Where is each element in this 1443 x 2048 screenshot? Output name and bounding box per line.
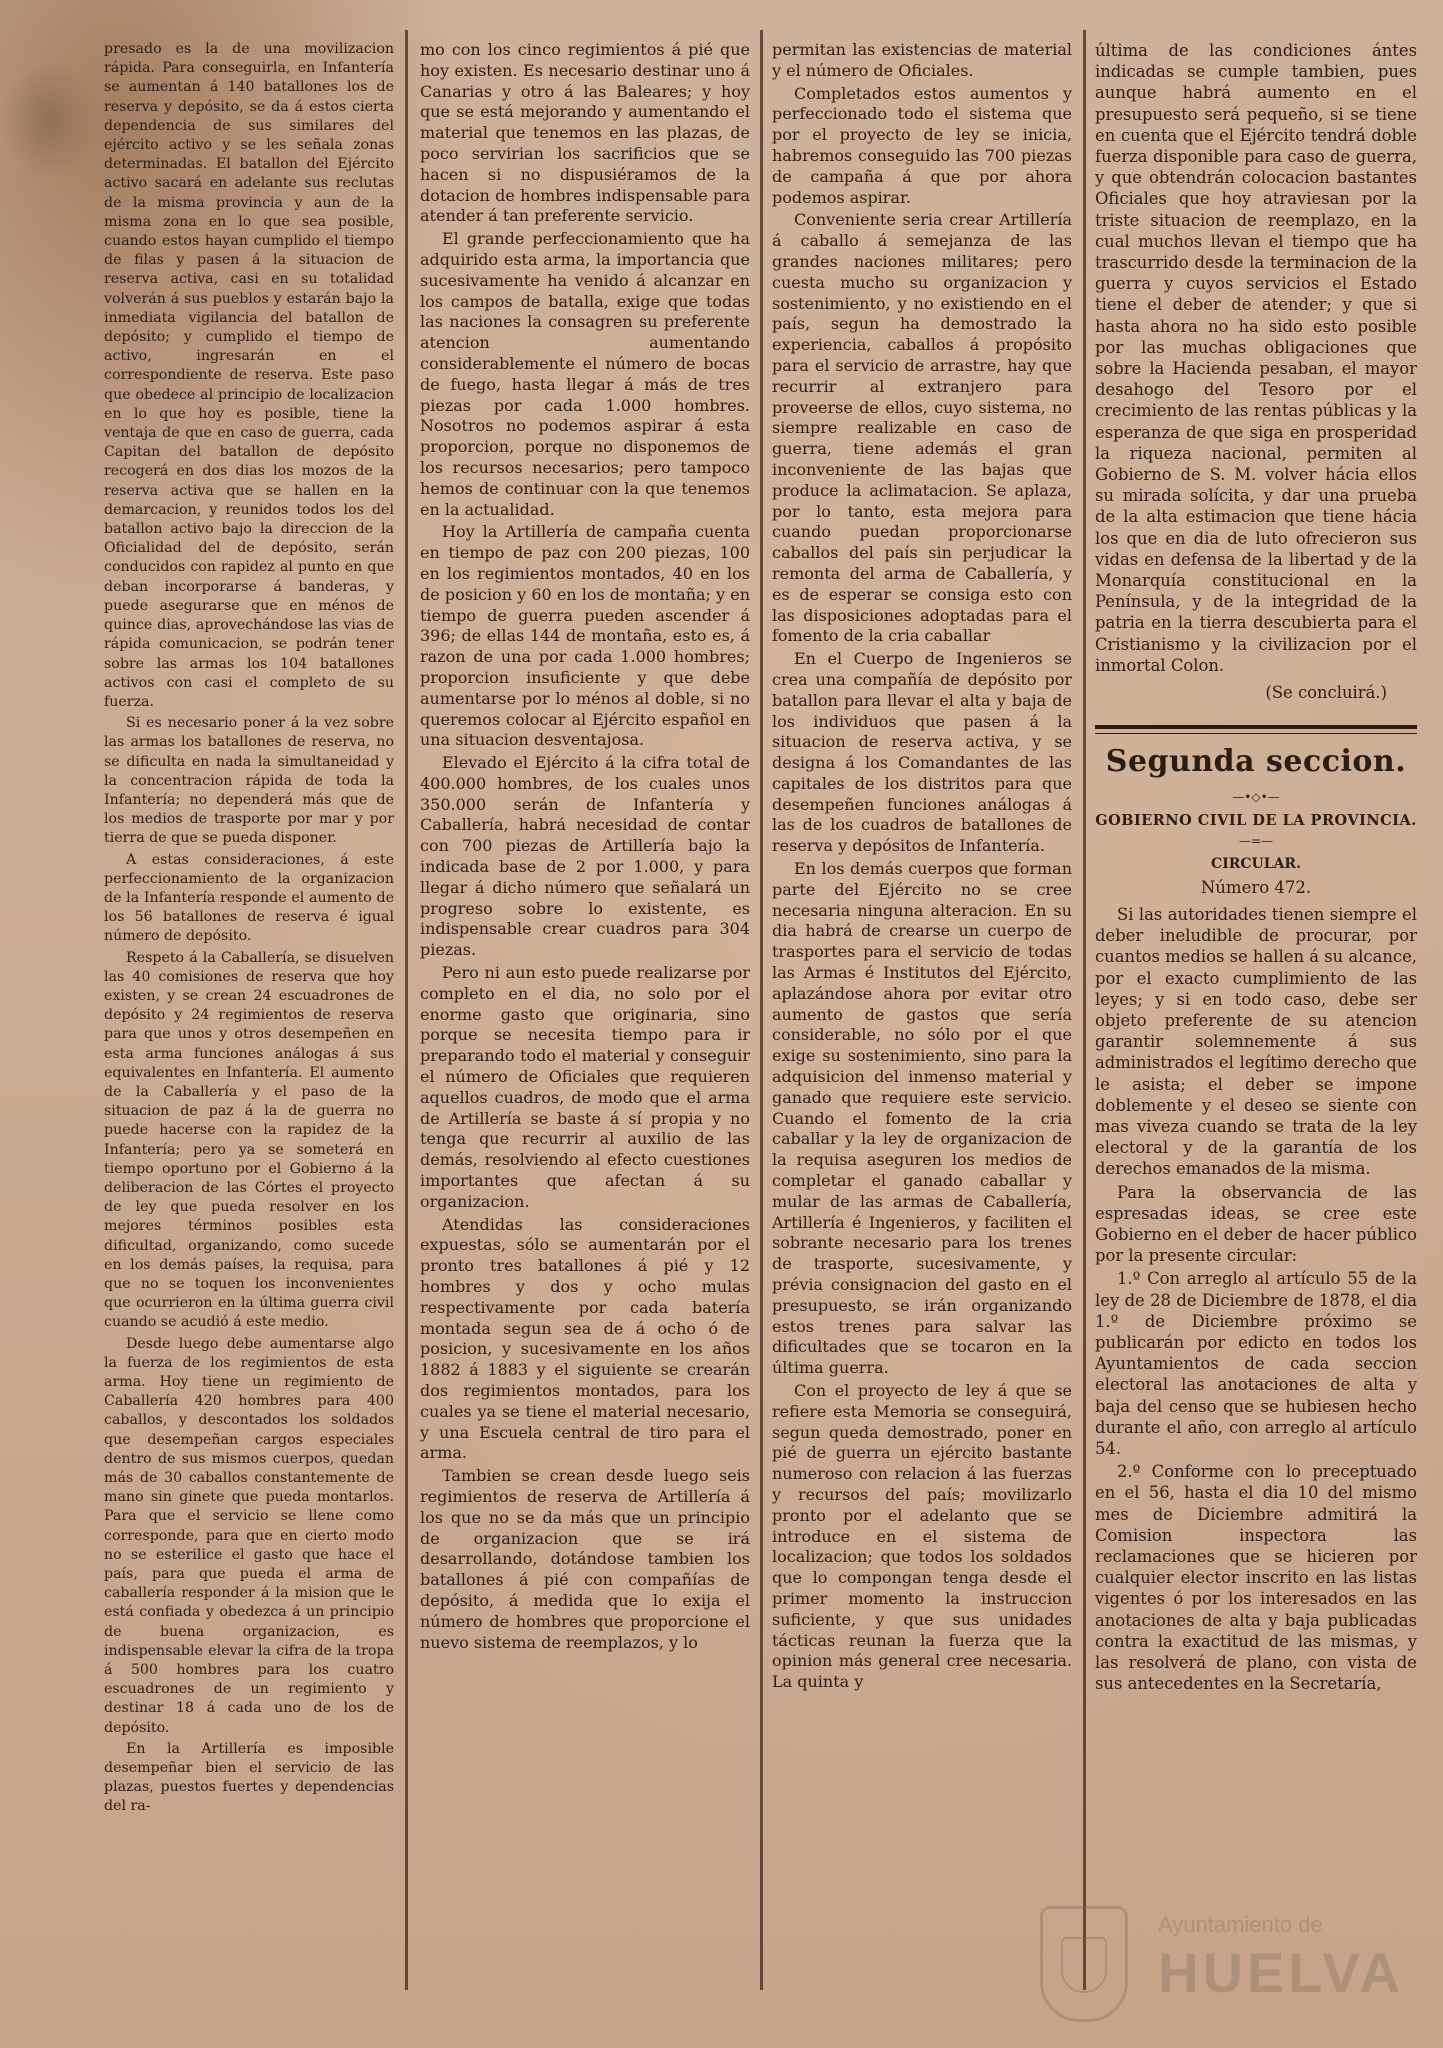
paragraph: En la Artillería es imposible desempeñar bien el servicio de las plazas, puestos fuertes y dependencias del ra- [104, 1740, 394, 1815]
paragraph: Con el proyecto de ley á que se refiere esta Memoria se conseguirá, segun queda demostrado, poner en pié de guerra un ejército bastante numeroso con relacion á las fuerzas y recursos del país; movilizarlo pronto por el adelanto que se introduce en el sistema de localizacion; que todos los soldados que lo compongan tenga desde el primer momento la instruccion suficiente, y que sus unidades tácticas reunan la fuerza que la opinion más general cree necesaria. La quinta y [772, 1381, 1072, 1692]
paragraph: presado es la de una movilizacion rápida. Para conseguirla, en Infantería se aumentan á 140 batallones los de reserva y depósito, se da á estos cierta dependencia de sus similares del ejército activo y se les señala zonas determinadas. El batallon del Ejército activo sacará en adelante sus reclutas de la misma provincia y aun de la misma zona en lo que sea posible, cuando estos hayan cumplido el tiempo de filas y pasen á la situacion de reserva activa, casi en su totalidad volverán á sus pueblos y estarán bajo la inmediata vigilancia del batallon de depósito; y cumplido el tiempo de activo, ingresarán en el correspondiente de reserva. Este paso que obedece al principio de localizacion en lo que hoy es posible, tiene la ventaja de que en caso de guerra, cada Capitan del batallon de depósito recogerá en dos dias los mozos de la reserva activa que se hallen en la demarcacion, y reunidos todos los del batallon activo bajo la direccion de la Oficialidad del de depósito, serán conducidos con rapidez al punto en que deban incorporarse á banderas, y puede asegurarse que en ménos de quince dias, aprovechándose las vias de rápida comunicacion, se podrán tener sobre las armas los 104 batallones activos con casi el completo de su fuerza. [104, 41, 394, 710]
text-column-2 [420, 40, 750, 2040]
authority-heading: GOBIERNO CIVIL DE LA PROVINCIA. [1095, 812, 1417, 830]
paragraph: Completados estos aumentos y perfeccionado todo el sistema que por el proyecto de ley se inicia, habremos conseguido las 700 piezas de campaña á que por ahora podemos aspirar. [772, 83, 1072, 207]
paragraph: Para la observancia de las espresadas ideas, se cree este Gobierno en el deber de hacer público por la presente circular: [1095, 1182, 1417, 1266]
coat-of-arms-icon [1040, 1906, 1128, 2022]
column-rule [405, 30, 408, 1990]
paragraph: Elevado el Ejército á la cifra total de 400.000 hombres, de los cuales unos 350.000 serán de Infantería y Caballería, habrá necesidad de contar con 700 piezas de Artillería bajo la indicada base de 2 por 1.000, y para llegar á dicho número que señalará un progreso sobre lo existente, es indispensable crear cuadros para 304 piezas. [420, 753, 750, 960]
paragraph: Pero ni aun esto puede realizarse por completo en el dia, no solo por el enorme gasto que originaria, sino porque se necesita tiempo para ir preparando todo el material y conseguir el número de Oficiales que requieren aquellos cuadros, de modo que el arma de Artillería se baste á sí propia y no tenga que recurrir al auxilio de las demás, resolviendo al efecto cuestiones importantes que afectan á su organizacion. [420, 963, 750, 1211]
paragraph: Conveniente seria crear Artillería á caballo á semejanza de las grandes naciones militares; pero cuesta mucho su organizacion y sostenimiento, y no existiendo en el país, segun ha demostrado la experiencia, caballos á propósito para el servicio de arrastre, hay que recurrir al extranjero para proveerse de ellos, cuyo sistema, no siempre realizable en caso de guerra, tiene además el gran inconveniente de las bajas que produce la aclimatacion. Se aplaza, por lo tanto, esta mejora para cuando puedan proporcionarse caballos del país sin perjudicar la remonta del arma de Caballería, y es de esperar se consiga esto con las disposiciones adoptadas para el fomento de la cria caballar [772, 210, 1072, 646]
paragraph: El grande perfeccionamiento que ha adquirido esta arma, la importancia que sucesivamente ha venido á alcanzar en los campos de batalla, exige que todas las naciones la consagren su preferente atencion aumentando considerablemente el número de bocas de fuego, hasta llegar á más de tres piezas por cada 1.000 hombres. Nosotros no podemos aspirar á esta proporcion, porque no disponemos de los recursos necesarios; pero tampoco hemos de continuar con la que tenemos en la actualidad. [420, 229, 750, 519]
paragraph: permitan las existencias de material y el número de Oficiales. [772, 40, 1072, 80]
archive-watermark [1040, 1900, 1404, 2030]
watermark-line-1: Ayuntamiento de [1158, 1912, 1323, 1937]
section-rule [1095, 725, 1417, 729]
watermark-line-2: HUELVA [1158, 1941, 1404, 2004]
section-title: Segunda seccion. [1105, 744, 1407, 780]
column-rule [760, 30, 763, 1990]
ornament: —=— [1238, 833, 1274, 848]
paragraph: Tambien se crean desde luego seis regimientos de reserva de Artillería á los que no se da más que un principio de organizacion que se irá desarrollando, dotándose tambien los batallones á pié con compañías de depósito, á medida que lo exija el número de hombres que proporcione el nuevo sistema de reemplazos, y lo [420, 1466, 750, 1652]
paragraph: Si las autoridades tienen siempre el deber ineludible de procurar, por cuantos medios se hallen á su alcance, por el exacto cumplimiento de las leyes; y si en todo caso, debe ser objeto preferente de su atencion garantir solemnemente á sus administrados el legítimo derecho que le asista; el deber se impone doblemente y el deseo se siente con mas viveza cuando se trata de la ley electoral y de la garantía de los derechos emanados de la misma. [1095, 904, 1417, 1179]
paragraph: Respeto á la Caballería, se disuelven las 40 comisiones de reserva que hoy existen, y se crean 24 escuadrones de depósito y 24 regimientos de reserva para que unos y otros desempeñen en esta arma funciones análogas á sus equivalentes en Infantería. El aumento de la Caballería y el paso de la situacion de paz á la de guerra no puede hacerse con la rapidez de la Infantería; pero ya se someterá en tiempo oportuno por el Gobierno á la deliberacion de las Córtes el proyecto de ley que pueda resolver en los mejores términos posibles esta dificultad, organizando, como sucede en los demás países, la requisa, para que no se toquen los inconvenientes que ocurrieron en la última guerra civil cuando se acudió á este medio. [104, 949, 394, 1331]
paper-stain [0, 60, 100, 180]
text-column-1 [104, 40, 394, 2040]
paragraph: mo con los cinco regimientos á pié que hoy existen. Es necesario destinar uno á Canarias y otro á las Baleares; y hoy que se está mejorando y aumentando el material que tenemos en las plazas, de poco servirian los sacrificios que se hacen si no dispusiéramos de la dotacion de hombres indispensable para atender á tan preferente servicio. [420, 40, 750, 226]
paragraph: A estas consideraciones, á este perfeccionamiento de la organizacion de la Infantería responde el aumento de los 56 batallones de reserva é igual número de depósito. [104, 851, 394, 945]
ornament: —•◇•— [1232, 790, 1280, 805]
paragraph: Atendidas las consideraciones expuestas, sólo se aumentarán por el pronto tres batallones á pié y 12 hombres y dos y ocho mulas respectivamente por cada batería montada segun sea de á ocho ó de posicion, y sucesivamente en los años 1882 á 1883 y el siguiente se crearán dos regimientos montados, para los cuales ya se tiene el material necesario, y una Escuela central de tiro para el arma. [420, 1214, 750, 1463]
paragraph: Hoy la Artillería de campaña cuenta en tiempo de paz con 200 piezas, 100 en los regimientos montados, 40 en los de posicion y 60 en los de montaña; y en tiempo de guerra pueden ascender á 396; de ellas 144 de montaña, esto es, á razon de una por cada 1.000 hombres; proporcion insuficiente y que debe aumentarse por lo ménos al doble, si no queremos colocar al Ejército español en una situacion desventajosa. [420, 522, 750, 750]
paragraph: 2.º Conforme con lo preceptuado en el 56, hasta el dia 10 del mismo mes de Diciembre admitirá la Comision inspectora las reclamaciones que se hicieren por cualquier elector inscrito en las listas vigentes ó por los interesados en las anotaciones de alta y baja publicadas contra la exactitud de las mismas, y las resolverá de plano, con vista de sus antecedentes en la Secretaría, [1095, 1462, 1417, 1694]
section-rule-thin [1095, 733, 1417, 734]
paragraph: última de las condiciones ántes indicadas se cumple tambien, pues aunque habrá aumento en el presupuesto será pequeño, si se tiene en cuenta que el Ejército tendrá doble fuerza disponible para caso de guerra, y que obtendrán colocacion bastantes Oficiales que hoy atraviesan por la triste situacion de reemplazo, en la cual muchos llevan el tiempo que ha trascurrido desde la terminacion de la guerra y cuyos servicios el Estado tiene el deber de atender; y que si hasta ahora no ha sido esto posible por las muchas obligaciones que sobre la Hacienda pesaban, el mayor desahogo del Tesoro por el crecimiento de las rentas públicas y la esperanza de que siga en prosperidad la riqueza nacional, permiten al Gobierno de S. M. volver hácia ellos su mirada solícita, y dar una prueba de la alta estimacion que tiene hácia los que en dia de luto ofrecieron sus vidas en defensa de la libertad y de la Monarquía constitucional en la Península, y de la integridad de la patria en la tierra descubierta para el Cristianismo y la civilizacion por el inmortal Colon. [1095, 41, 1417, 675]
column-rule [1083, 30, 1086, 1990]
paragraph: Desde luego debe aumentarse algo la fuerza de los regimientos de esta arma. Hoy tiene un regimiento de Caballería 420 hombres para 400 caballos, y descontados los soldados que desempeñan cargos especiales dentro de sus mismos cuerpos, quedan más de 30 caballos constantemente de mano sin ginete que pueda montarlos. Para que el servicio se llene como corresponde, para que en cierto modo no se esterilice el gasto que hace el país, para que pueda el arma de caballería responder á la mision que le está confiada y obedezca á un principio de buena organizacion, es indispensable elevar la cifra de la tropa á 500 hombres para los cuatro escuadrones de un regimiento y destinar 18 á cada uno de los de depósito. [104, 1335, 394, 1736]
circular-label: CIRCULAR. [1211, 855, 1301, 872]
paragraph: En el Cuerpo de Ingenieros se crea una compañía de depósito por batallon para llevar el alta y baja de los individuos que pasen á la situacion de reserva activa, y se designa á los Comandantes de las capitales de los distritos para que desempeñen funciones análogas á las de los cuadros de batallones de reserva y depósitos de Infantería. [772, 649, 1072, 856]
to-be-concluded-note: (Se concluirá.) [1265, 683, 1387, 703]
paragraph: Si es necesario poner á la vez sobre las armas los batallones de reserva, no se dificulta en nada la simultaneidad y la concentracion rápida de toda la Infantería; no dependerá más que de los medios de trasporte por mar y por tierra de que se pueda disponer. [104, 715, 394, 847]
paragraph: 1.º Con arreglo al artículo 55 de la ley de 28 de Diciembre de 1878, el dia 1.º de Diciembre próximo se publicarán por edicto en todos los Ayuntamientos de cada seccion electoral las anotaciones de alta y baja del censo que se hubiesen hecho durante el año, con arreglo al artículo 54. [1095, 1269, 1417, 1458]
text-column-4 [1095, 40, 1417, 2040]
circular-number: Número 472. [1200, 877, 1312, 897]
text-column-3 [772, 40, 1072, 2040]
paragraph: En los demás cuerpos que forman parte del Ejército no se cree necesaria ninguna alteracion. En su dia habrá de crearse un cuerpo de trasportes para el servicio de todas las Armas é Institutos del Ejército, aplazándose ahora por evitar otro aumento de gastos que sería considerable, no sólo por el que exige su sostenimiento, sino para la adquisicion del inmenso material y ganado que requiere este servicio. Cuando el fomento de la cria caballar y la ley de organizacion de la requisa aseguren los medios de completar el ganado caballar y mular de las armas de Caballería, Artillería é Ingenieros, y faciliten el sobrante necesario para los trenes de trasporte, sucesivamente, y prévia consignacion del gasto en el presupuesto, se irán organizando estos trenes para salvar las dificultades que se tocaron en la última guerra. [772, 859, 1072, 1378]
